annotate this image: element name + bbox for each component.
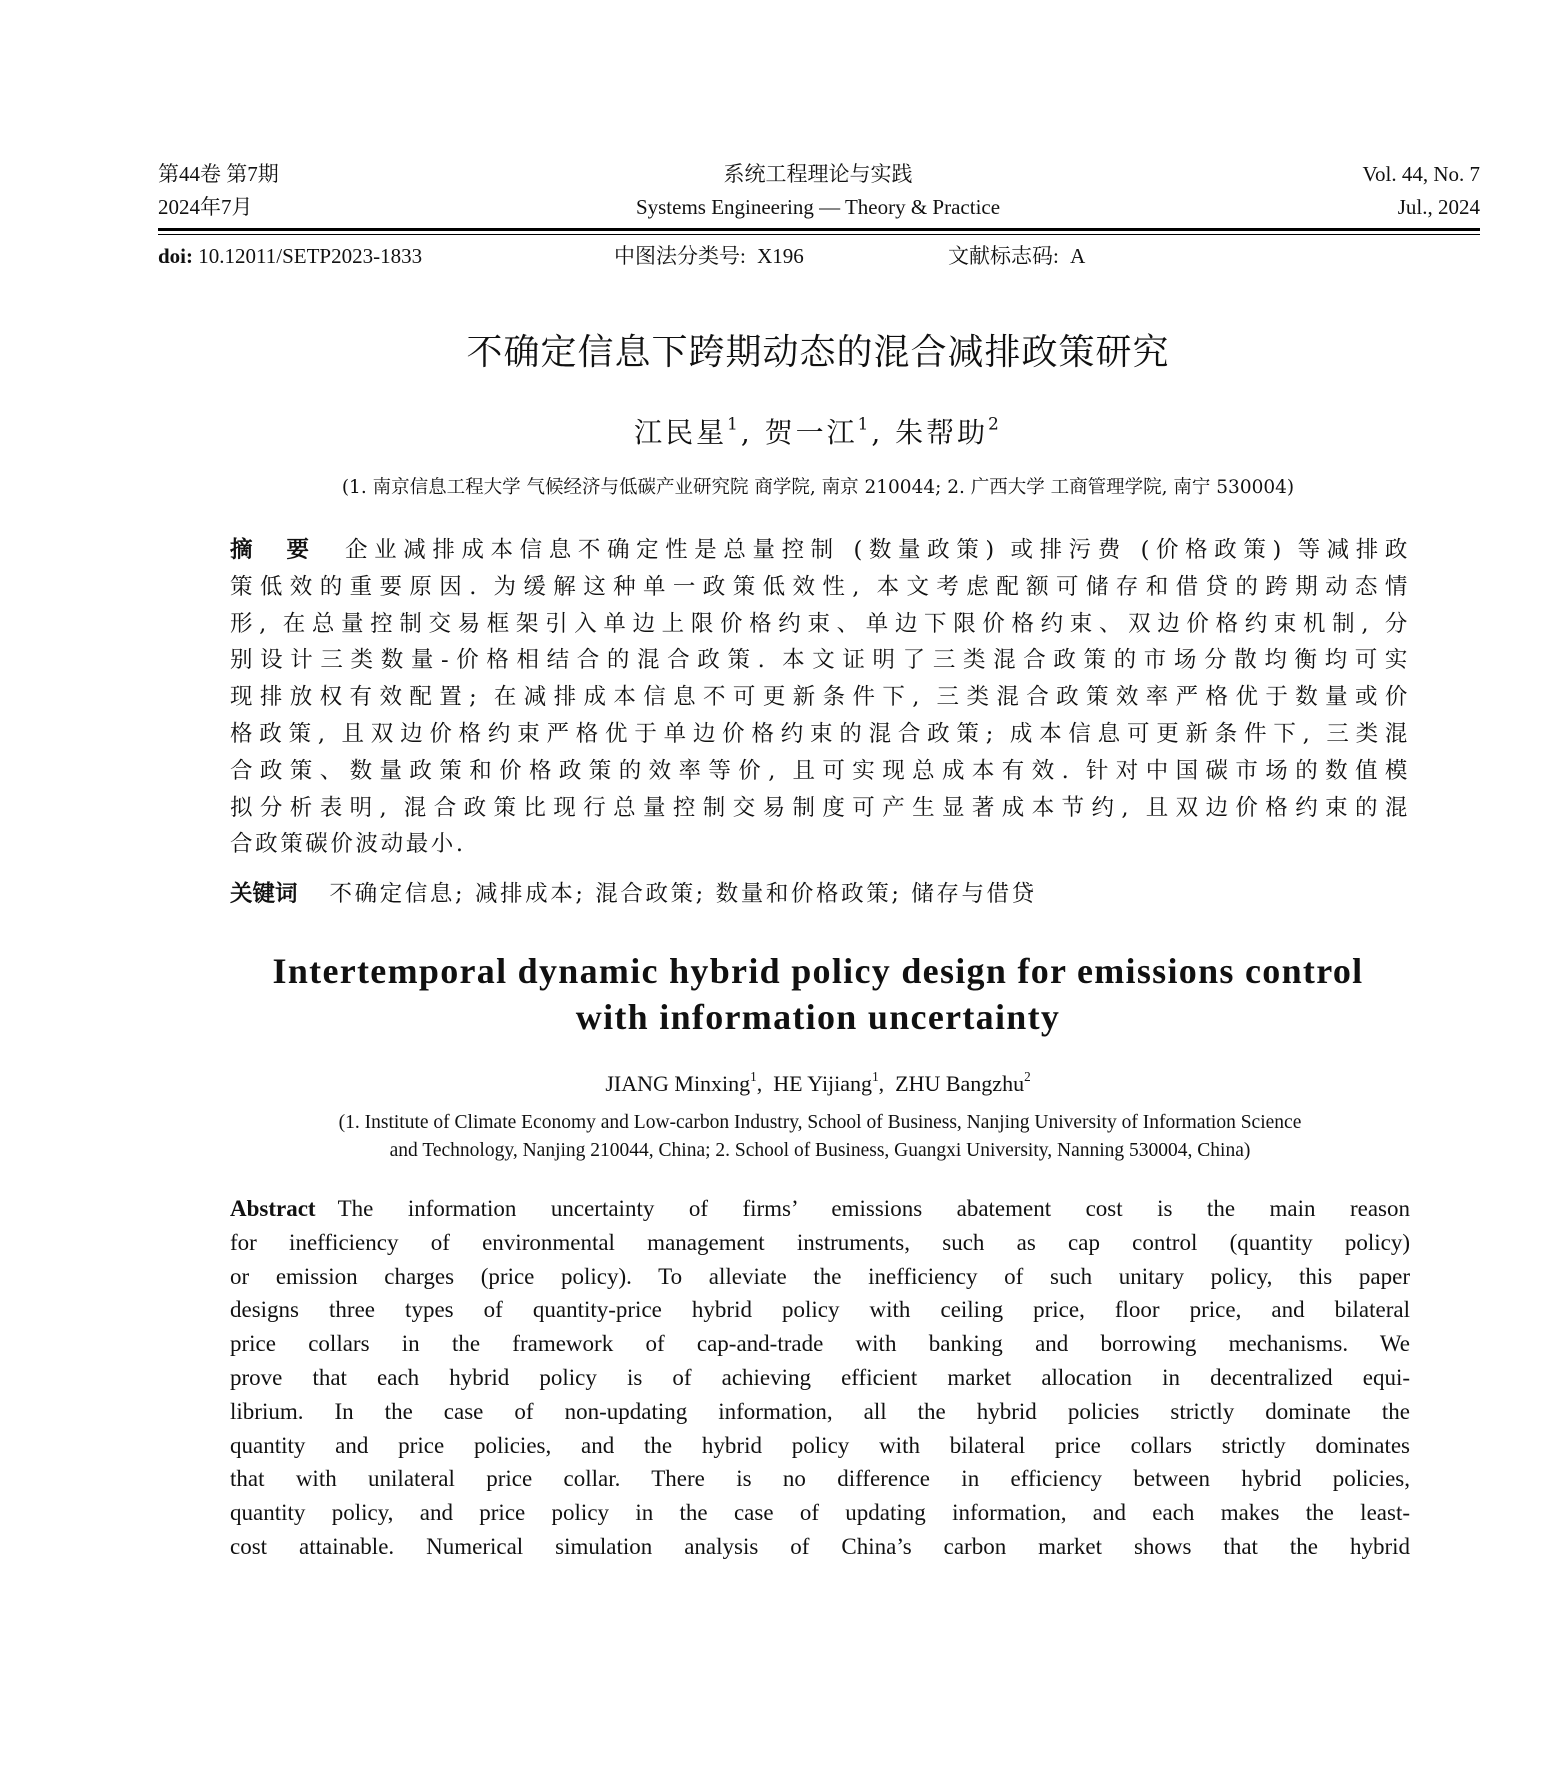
journal-name-zh: 系统工程理论与实践 [723, 162, 913, 186]
abstract-zh-line: 现排放权有效配置; 在减排成本信息不可更新条件下, 三类混合政策效率严格优于数量或价 [230, 684, 1410, 711]
abstract-zh-label: 摘 要 [230, 537, 314, 563]
authors-zh: 江民星$^1$, 贺一江$^1$, 朱帮助$^2$ [634, 413, 1002, 449]
author-zh: 贺一江$^1$ [764, 413, 872, 449]
author-en: ZHU Bangzhu$^2$ [895, 1069, 1031, 1096]
keywords-zh-text: 不确定信息; 减排成本; 混合政策; 数量和价格政策; 储存与借贷 [329, 881, 1037, 907]
clc-value: X196 [757, 244, 804, 268]
abstract-zh-line: 别设计三类数量-价格相结合的混合政策. 本文证明了三类混合政策的市场分散均衡均可实 [230, 647, 1410, 674]
abstract-en-line: cost attainable. Numerical simulation analysis of China’s carbon market shows that the hybrid [230, 1533, 1410, 1559]
doi [158, 241, 422, 271]
volume-issue-zh: 第44卷 第7期 [158, 162, 279, 186]
clc-label: 中图法分类号: [614, 244, 746, 268]
author-en: JIANG Minxing$^1$ [605, 1069, 757, 1096]
author-zh: 朱帮助$^2$ [895, 413, 1002, 449]
title-zh: 不确定信息下跨期动态的混合减排政策研究 [466, 332, 1170, 373]
abstract-en-line: quantity policy, and price policy in the case of updating information, and each makes the least- [230, 1500, 1410, 1526]
title-en: Intertemporal dynamic hybrid policy design for emissions control with information uncertainty [272, 951, 1364, 1037]
abstract-en-line: price collars in the framework of cap-and-trade with banking and borrowing mechanisms. We [230, 1331, 1410, 1357]
authors-en: JIANG Minxing$^1$, HE Yijiang$^1$, ZHU Bangzhu$^2$ [605, 1069, 1031, 1096]
keywords-zh-label: 关键词 [230, 881, 298, 907]
abstract-en-line: librium. In the case of non-updating information, all the hybrid policies strictly dominate the [230, 1398, 1410, 1424]
abstract-en-line: for inefficiency of environmental management instruments, such as cap control (quantity policy) [230, 1229, 1410, 1255]
abstract-en-line: that with unilateral price collar. There is no difference in efficiency between hybrid policies, [230, 1466, 1410, 1492]
header-right [1363, 158, 1480, 224]
abstract-en-label: Abstract [230, 1196, 316, 1221]
header-center [0, 158, 1541, 224]
author-zh: 江民星$^1$ [634, 413, 741, 449]
header-rule-thin [158, 234, 1480, 235]
volume-issue-en: Vol. 44, No. 7 [1362, 162, 1480, 186]
clc-number [614, 241, 804, 271]
date-zh: 2024年7月 [158, 195, 253, 219]
abstract-en [230, 1192, 1410, 1564]
abstract-zh [230, 532, 1410, 863]
abstract-en-line: prove that each hybrid policy is of achieving efficient market allocation in decentralized equi- [230, 1364, 1410, 1390]
abstract-en-line: Abstract The information uncertainty of firms’ emissions abatement cost is the main reason [230, 1196, 1410, 1221]
doc-code-label: 文献标志码: [948, 244, 1059, 268]
abstract-zh-line: 格政策, 且双边价格约束严格优于单边价格约束的混合政策; 成本信息可更新条件下, 三类混 [230, 720, 1410, 747]
abstract-zh-line: 合政策、数量政策和价格政策的效率等价, 且可实现总成本有效. 针对中国碳市场的数值模 [230, 757, 1410, 784]
abstract-zh-line: 拟分析表明, 混合政策比现行总量控制交易制度可产生显著成本节约, 且双边价格约束的混 [230, 794, 1410, 821]
abstract-en-line: designs three types of quantity-price hybrid policy with ceiling price, floor price, and bilateral [230, 1297, 1410, 1323]
document-code [948, 241, 1085, 271]
author-en: HE Yijiang$^1$ [773, 1069, 879, 1096]
abstract-zh-line: 形, 在总量控制交易框架引入单边上限价格约束、单边下限价格约束、双边价格约束机制, 分 [230, 610, 1410, 637]
abstract-zh-line: 合政策碳价波动最小. [230, 831, 466, 858]
doi-value[interactable]: 10.12011/SETP2023-1833 [198, 244, 423, 268]
abstract-zh-line: 策低效的重要原因. 为缓解这种单一政策低效性, 本文考虑配额可储存和借贷的跨期动态情 [230, 573, 1410, 600]
date-en: Jul., 2024 [1397, 195, 1480, 219]
keywords-zh [230, 876, 1410, 912]
affiliation-en: (1. Institute of Climate Economy and Low-carbon Industry, School of Business, Nanjing University of Information Science and Technology, Nanjing 210044, China; 2. School of Business, Guangxi University, Nanning 530004, China) [338, 1112, 1302, 1161]
journal-name-en: Systems Engineering — Theory & Practice [635, 195, 1001, 219]
abstract-en-line: quantity and price policies, and the hybrid policy with bilateral price collars strictly dominates [230, 1432, 1410, 1458]
doc-code-value: A [1070, 244, 1086, 268]
doi-label: doi: [158, 244, 194, 268]
abstract-en-line: or emission charges (price policy). To alleviate the inefficiency of such unitary policy, this paper [230, 1263, 1410, 1289]
affiliation-zh: (1. 南京信息工程大学 气候经济与低碳产业研究院 商学院, 南京 210044; 2. 广西大学 工商管理学院, 南宁 530004) [341, 477, 1295, 498]
header-rule-thick [158, 228, 1480, 231]
abstract-zh-line: 摘 要 企业减排成本信息不确定性是总量控制 (数量政策) 或排污费 (价格政策) 等减排政 [230, 537, 1410, 563]
